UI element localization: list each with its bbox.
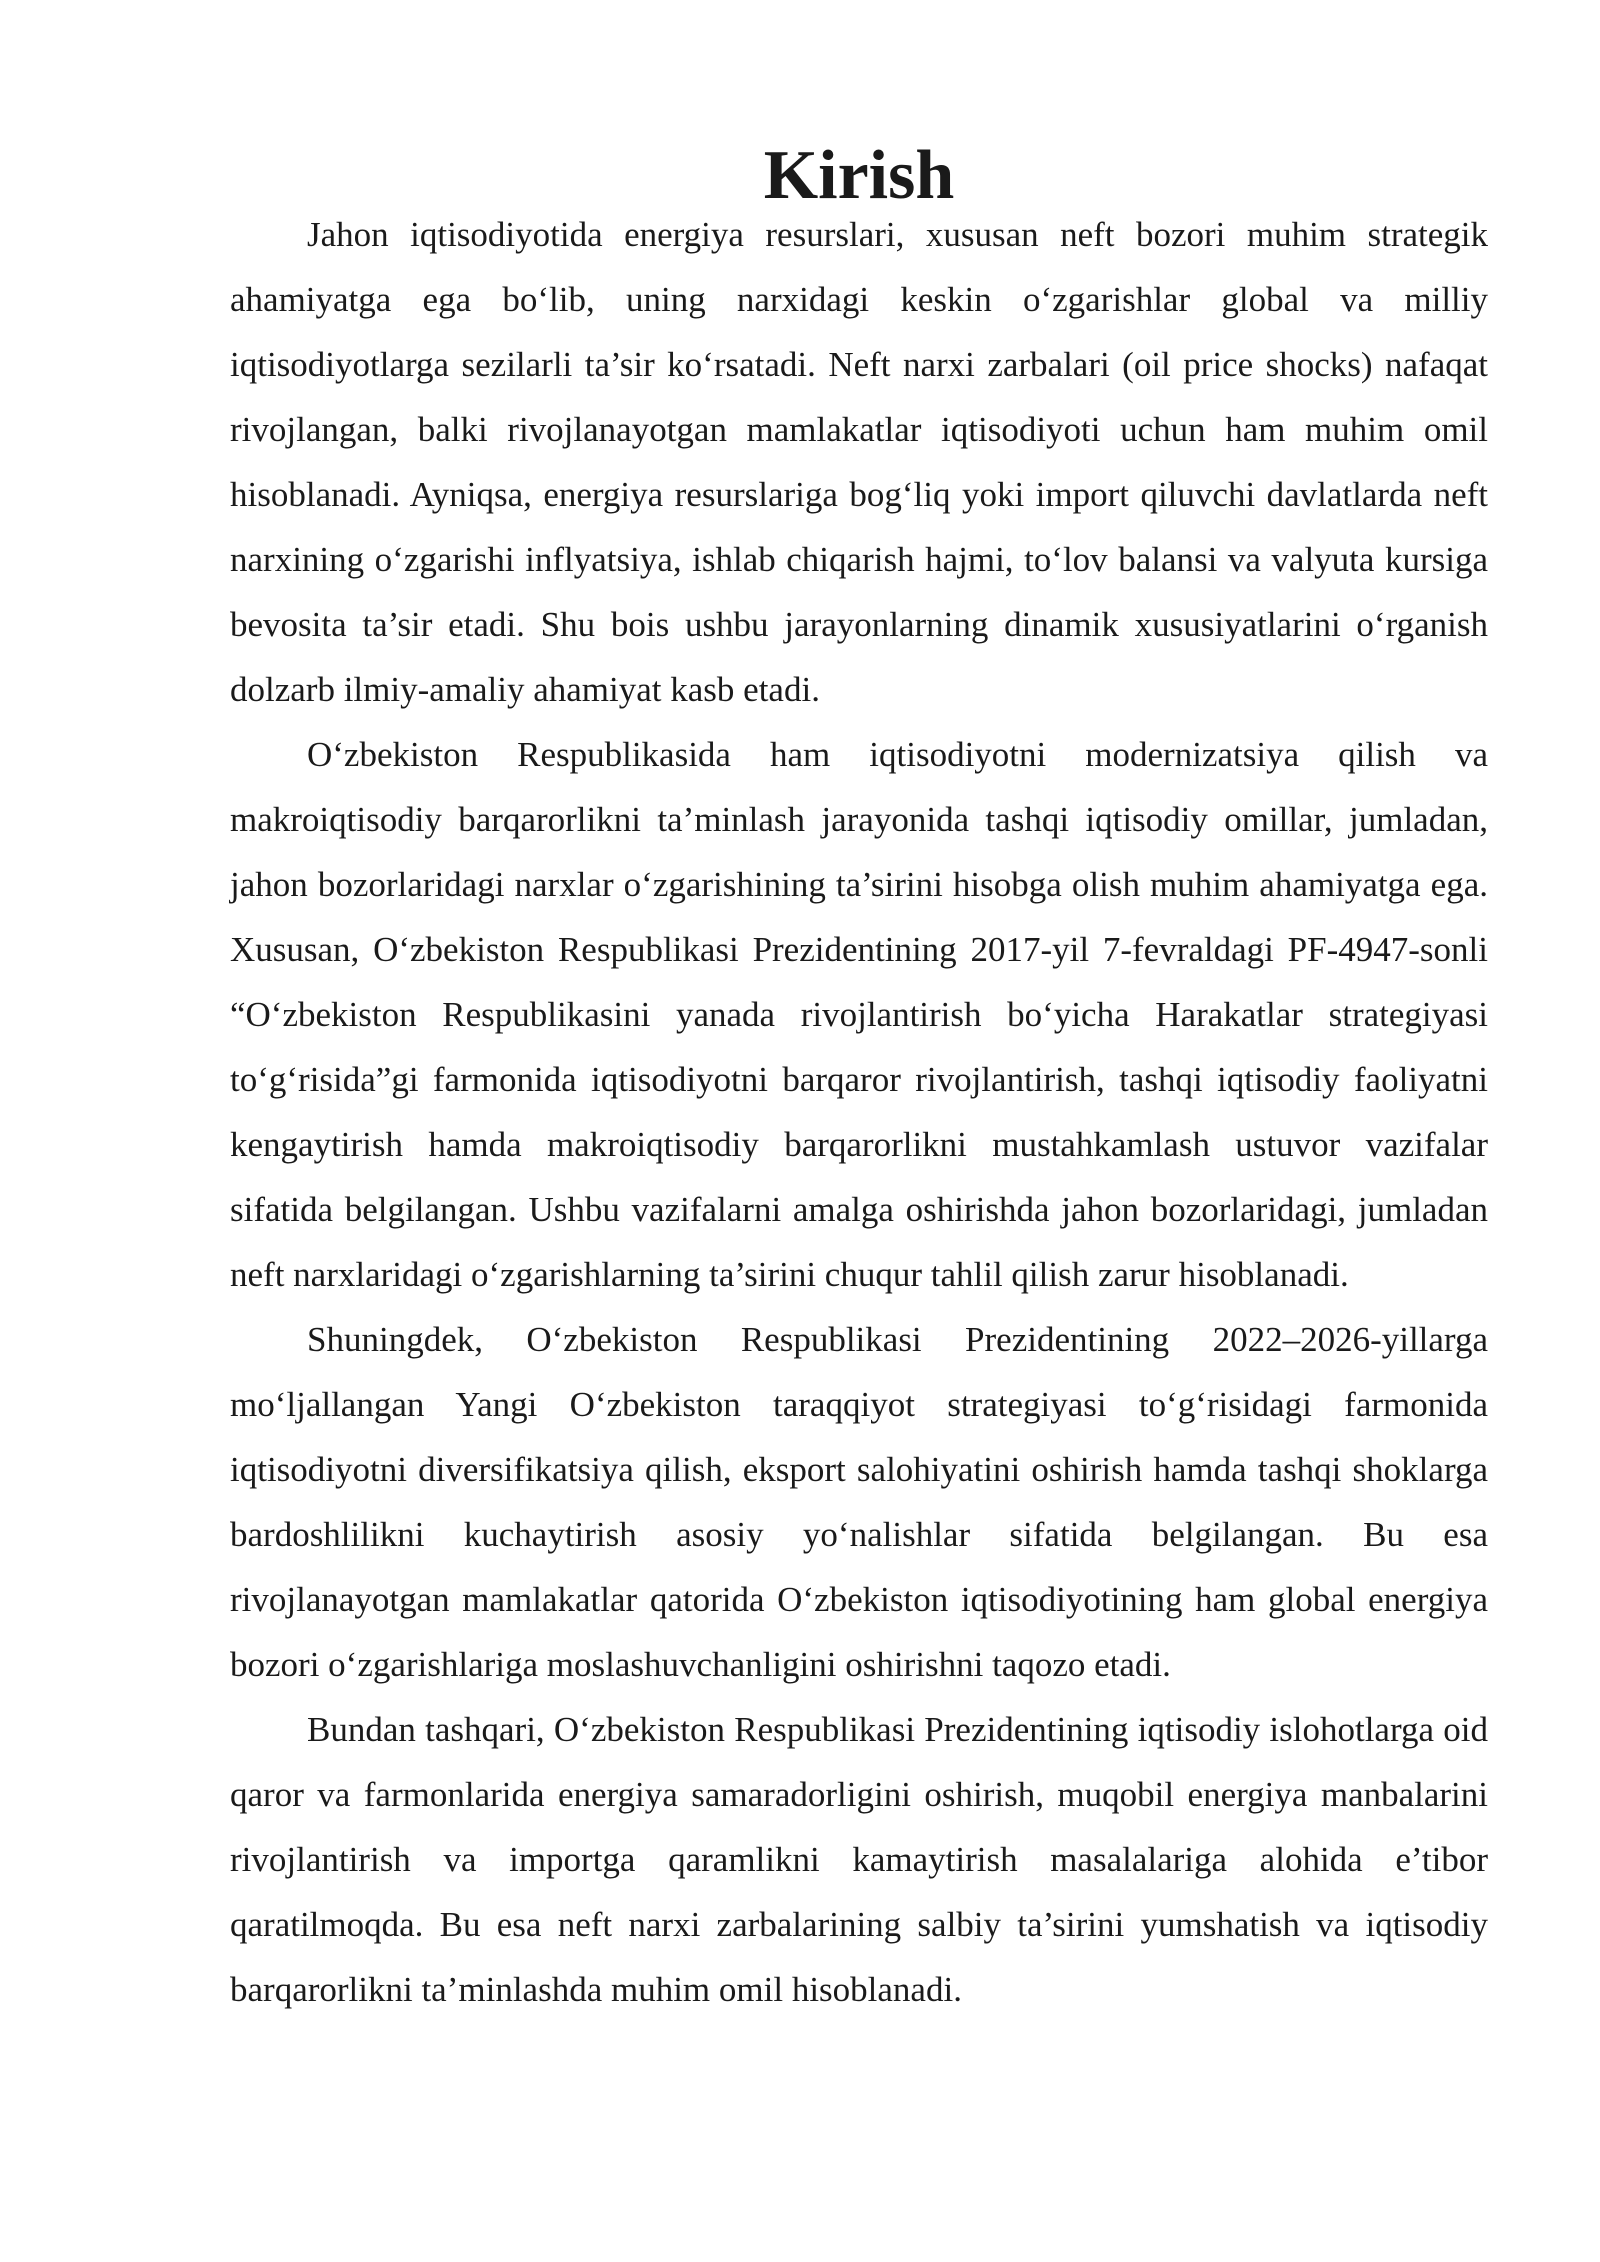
paragraph-3: Shuningdek, O‘zbekiston Respublikasi Prezidentining 2022–2026-yillarga mo‘ljallangan Yangi O‘zbekiston taraqqiyot strategiyasi to‘g‘risidagi farmonida iqtisodiyotni diversifikatsiya qilish, eksport salohiyatini oshirish hamda tashqi shoklarga bardoshlilikni kuchaytirish asosiy yo‘nalishlar sifatida belgilangan. Bu esa rivojlanayotgan mamlakatlar qatorida O‘zbekiston iqtisodiyotining ham global energiya bozori o‘zgarishlariga moslashuvchanligini oshirishni taqozo etadi. — [230, 1320, 1488, 1684]
paragraph-2: O‘zbekiston Respublikasida ham iqtisodiyotni modernizatsiya qilish va makroiqtisodiy barqarorlikni ta’minlash jarayonida tashqi iqtisodiy omillar, jumladan, jahon bozorlaridagi narxlar o‘zgarishining ta’sirini hisobga olish muhim ahamiyatga ega. Xususan, O‘zbekiston Respublikasi Prezidentining 2017-yil 7-fevraldagi PF-4947-sonli “O‘zbekiston Respublikasini yanada rivojlantirish bo‘yicha Harakatlar strategiyasi to‘g‘risida”gi farmonida iqtisodiyotni barqaror rivojlantirish, tashqi iqtisodiy faoliyatni kengaytirish hamda makroiqtisodiy barqarorlikni mustahkamlash ustuvor vazifalar sifatida belgilangan. Ushbu vazifalarni amalga oshirishda jahon bozorlaridagi, jumladan neft narxlaridagi o‘zgarishlarning ta’sirini chuqur tahlil qilish zarur hisoblanadi. — [230, 735, 1488, 1294]
section-title: Kirish — [763, 137, 955, 214]
paragraph-1: Jahon iqtisodiyotida energiya resurslari, xususan neft bozori muhim strategik ahamiyatga ega bo‘lib, uning narxidagi keskin o‘zgarishlar global va milliy iqtisodiyotlarga sezilarli ta’sir ko‘rsatadi. Neft narxi zarbalari (oil price shocks) nafaqat rivojlangan, balki rivojlanayotgan mamlakatlar iqtisodiyoti uchun ham muhim omil hisoblanadi. Ayniqsa, energiya resurslariga bog‘liq yoki import qiluvchi davlatlarda neft narxining o‘zgarishi inflyatsiya, ishlab chiqarish hajmi, to‘lov balansi va valyuta kursiga bevosita ta’sir etadi. Shu bois ushbu jarayonlarning dinamik xususiyatlarini o‘rganish dolzarb ilmiy-amaliy ahamiyat kasb etadi. — [230, 215, 1488, 709]
document-body — [230, 137, 1488, 2022]
paragraph-4: Bundan tashqari, O‘zbekiston Respublikasi Prezidentining iqtisodiy islohotlarga oid qaror va farmonlarida energiya samaradorligini oshirish, muqobil energiya manbalarini rivojlantirish va importga qaramlikni kamaytirish masalalariga alohida e’tibor qaratilmoqda. Bu esa neft narxi zarbalarining salbiy ta’sirini yumshatish va iqtisodiy barqarorlikni ta’minlashda muhim omil hisoblanadi. — [230, 1710, 1488, 2009]
